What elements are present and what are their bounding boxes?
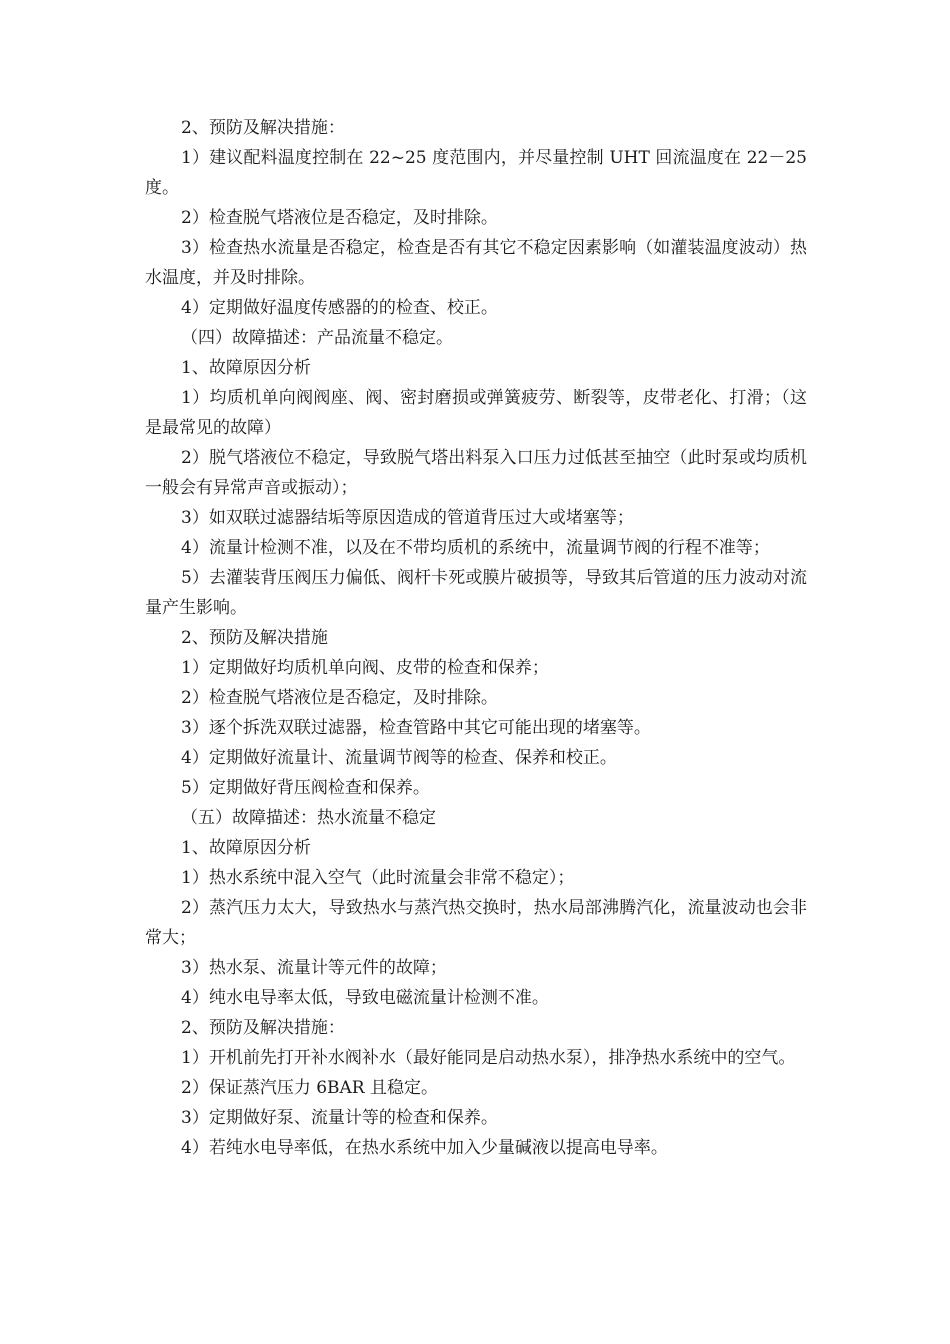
paragraph-item: 1）开机前先打开补水阀补水（最好能同是启动热水泵），排净热水系统中的空气。 bbox=[181, 1048, 796, 1068]
paragraph-item: 2）保证蒸汽压力 6BAR 且稳定。 bbox=[181, 1078, 439, 1098]
paragraph-item: 5）定期做好背压阀检查和保养。 bbox=[181, 778, 430, 798]
paragraph-item: 5）去灌装背压阀压力偏低、阀杆卡死或膜片破损等，导致其后管道的压力波动对流量产生影响。 bbox=[145, 568, 807, 618]
paragraph-item: 1）热水系统中混入空气（此时流量会非常不稳定）； bbox=[181, 868, 575, 888]
paragraph-item: 2）蒸汽压力太大，导致热水与蒸汽热交换时，热水局部沸腾汽化，流量波动也会非常大； bbox=[145, 898, 807, 948]
paragraph-item: 3）定期做好泵、流量计等的检查和保养。 bbox=[181, 1108, 498, 1128]
paragraph-prevention-heading: 2、预防及解决措施 bbox=[181, 628, 328, 648]
paragraph-item: 4）流量计检测不准，以及在不带均质机的系统中，流量调节阀的行程不准等； bbox=[181, 538, 770, 558]
section-heading-5: （五）故障描述：热水流量不稳定 bbox=[181, 808, 436, 828]
paragraph-prevention-heading: 2、预防及解决措施： bbox=[181, 1018, 345, 1038]
paragraph-item: 3）如双联过滤器结垢等原因造成的管道背压过大或堵塞等； bbox=[181, 508, 634, 528]
paragraph-item: 1）定期做好均质机单向阀、皮带的检查和保养； bbox=[181, 658, 549, 678]
paragraph-item: 2）脱气塔液位不稳定，导致脱气塔出料泵入口压力过低甚至抽空（此时泵或均质机一般会有异常声音或振动）； bbox=[145, 448, 807, 498]
paragraph-item: 1）建议配料温度控制在 22~25 度范围内，并尽量控制 UHT 回流温度在 22－25 度。 bbox=[145, 148, 807, 198]
paragraph-item: 3）检查热水流量是否稳定，检查是否有其它不稳定因素影响（如灌装温度波动）热水温度，并及时排除。 bbox=[145, 238, 807, 288]
paragraph-item: 2）检查脱气塔液位是否稳定，及时排除。 bbox=[181, 208, 498, 228]
paragraph-item: 4）若纯水电导率低，在热水系统中加入少量碱液以提高电导率。 bbox=[181, 1138, 668, 1158]
paragraph-item: 2）检查脱气塔液位是否稳定，及时排除。 bbox=[181, 688, 498, 708]
paragraph-item: 4）纯水电导率太低，导致电磁流量计检测不准。 bbox=[181, 988, 549, 1008]
paragraph-cause-heading: 1、故障原因分析 bbox=[181, 358, 311, 378]
document-body bbox=[145, 113, 807, 1163]
paragraph-item: 3）逐个拆洗双联过滤器，检查管路中其它可能出现的堵塞等。 bbox=[181, 718, 651, 738]
paragraph-cause-heading: 1、故障原因分析 bbox=[181, 838, 311, 858]
paragraph-item: 3）热水泵、流量计等元件的故障； bbox=[181, 958, 447, 978]
paragraph-item: 1）均质机单向阀阀座、阀、密封磨损或弹簧疲劳、断裂等，皮带老化、打滑；（这是最常见的故障） bbox=[145, 388, 807, 438]
paragraph-prevention-heading-2: 2、预防及解决措施： bbox=[181, 118, 345, 138]
paragraph-item: 4）定期做好温度传感器的的检查、校正。 bbox=[181, 298, 498, 318]
paragraph-item: 4）定期做好流量计、流量调节阀等的检查、保养和校正。 bbox=[181, 748, 617, 768]
section-heading-4: （四）故障描述：产品流量不稳定。 bbox=[181, 328, 453, 348]
